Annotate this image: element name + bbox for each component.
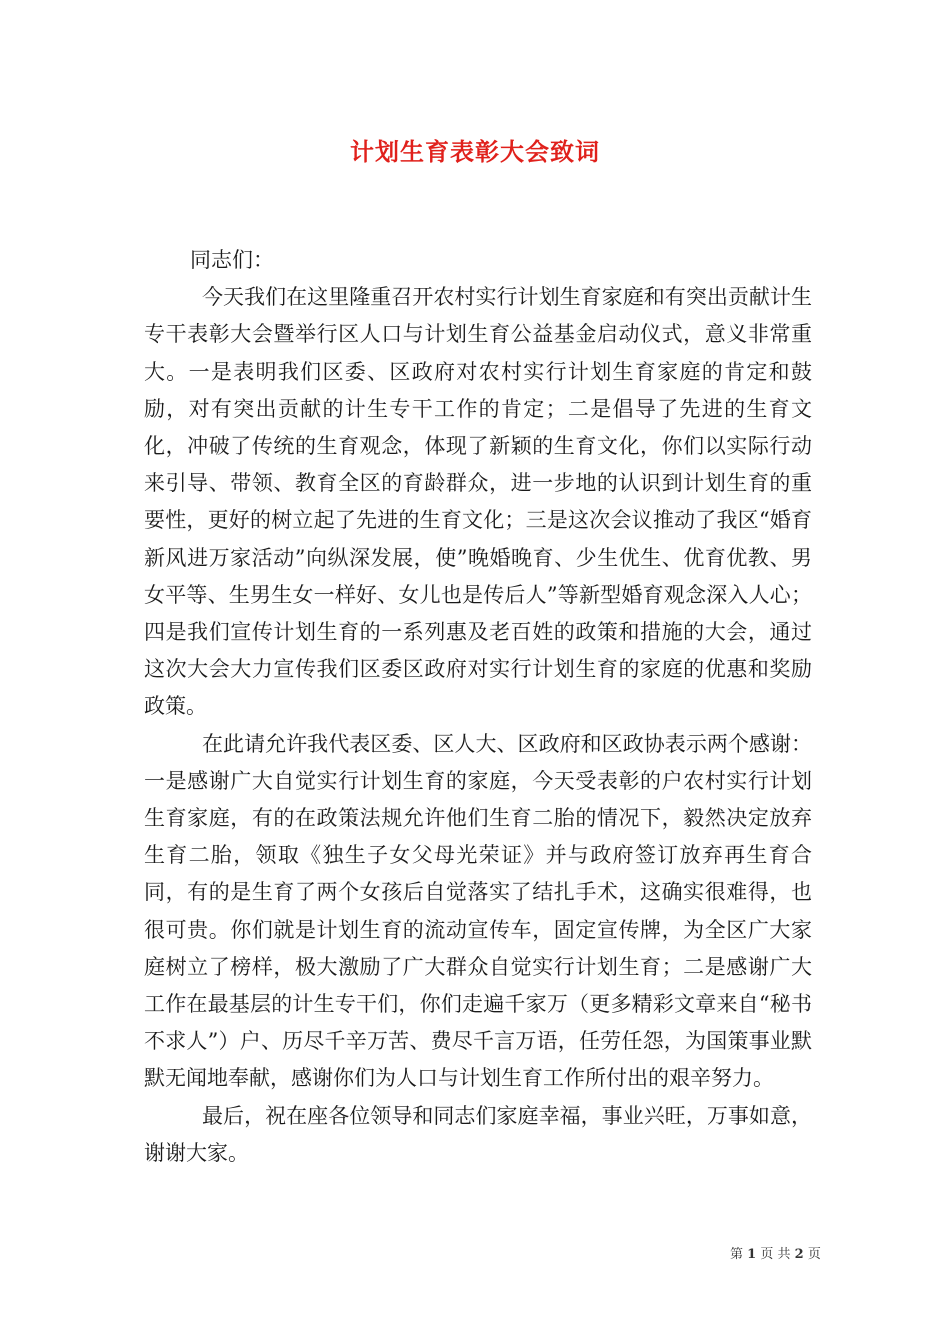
total-pages-number: 2 [794,1247,804,1262]
salutation: 同志们： [190,248,274,272]
footer-middle: 页 共 [760,1247,791,1262]
paragraph-opening: 今天我们在这里隆重召开农村实行计划生育家庭和有突出贡献计生专干表彰大会暨举行区人口与计划生育公益基金启动仪式，意义非常重大。一是表明我们区委、区政府对农村实行计划生育家庭的肯定和鼓励，对有突出贡献的计生专干工作的肯定；二是倡导了先进的生育文化，冲破了传统的生育观念，体现了新颖的生育文化，你们以实际行动来引导、带领、教育全区的育龄群众，进一步地的认识到计划生育的重要性，更好的树立起了先进的生育文化；三是这次会议推动了我区“婚育新风进万家活动”向纵深发展，使”晚婚晚育、少生优生、优育优教、男女平等、生男生女一样好、女儿也是传后人”等新型婚育观念深入人心；四是我们宣传计划生育的一系列惠及老百姓的政策和措施的大会，通过这次大会大力宣传我们区委区政府对实行计划生育的家庭的优惠和奖励政策。 [144,285,812,719]
current-page-number: 1 [747,1247,757,1262]
footer-suffix: 页 [807,1247,821,1262]
paragraph-closing: 最后，祝在座各位领导和同志们家庭幸福，事业兴旺，万事如意，谢谢大家。 [144,1103,812,1165]
document-body [144,242,812,1172]
paragraph-thanks: 在此请允许我代表区委、区人大、区政府和区政协表示两个感谢：一是感谢广大自觉实行计划生育的家庭，今天受表彰的户农村实行计划生育家庭，有的在政策法规允许他们生育二胎的情况下，毅然决定放弃生育二胎，领取《独生子女父母光荣证》并与政府签订放弃再生育合同，有的是生育了两个女孩后自觉落实了结扎手术，这确实很难得，也很可贵。你们就是计划生育的流动宣传车，固定宣传牌，为全区广大家庭树立了榜样，极大激励了广大群众自觉实行计划生育；二是感谢广大工作在最基层的计生专干们，你们走遍千家万（更多精彩文章来自“秘书不求人”）户、历尽千辛万苦、费尽千言万语，任劳任怨，为国策事业默默无闻地奉献，感谢你们为人口与计划生育工作所付出的艰辛努力。 [144,731,812,1091]
page-number-footer [730,1243,821,1262]
document-title: 计划生育表彰大会致词 [350,137,600,166]
footer-prefix: 第 [730,1247,744,1262]
